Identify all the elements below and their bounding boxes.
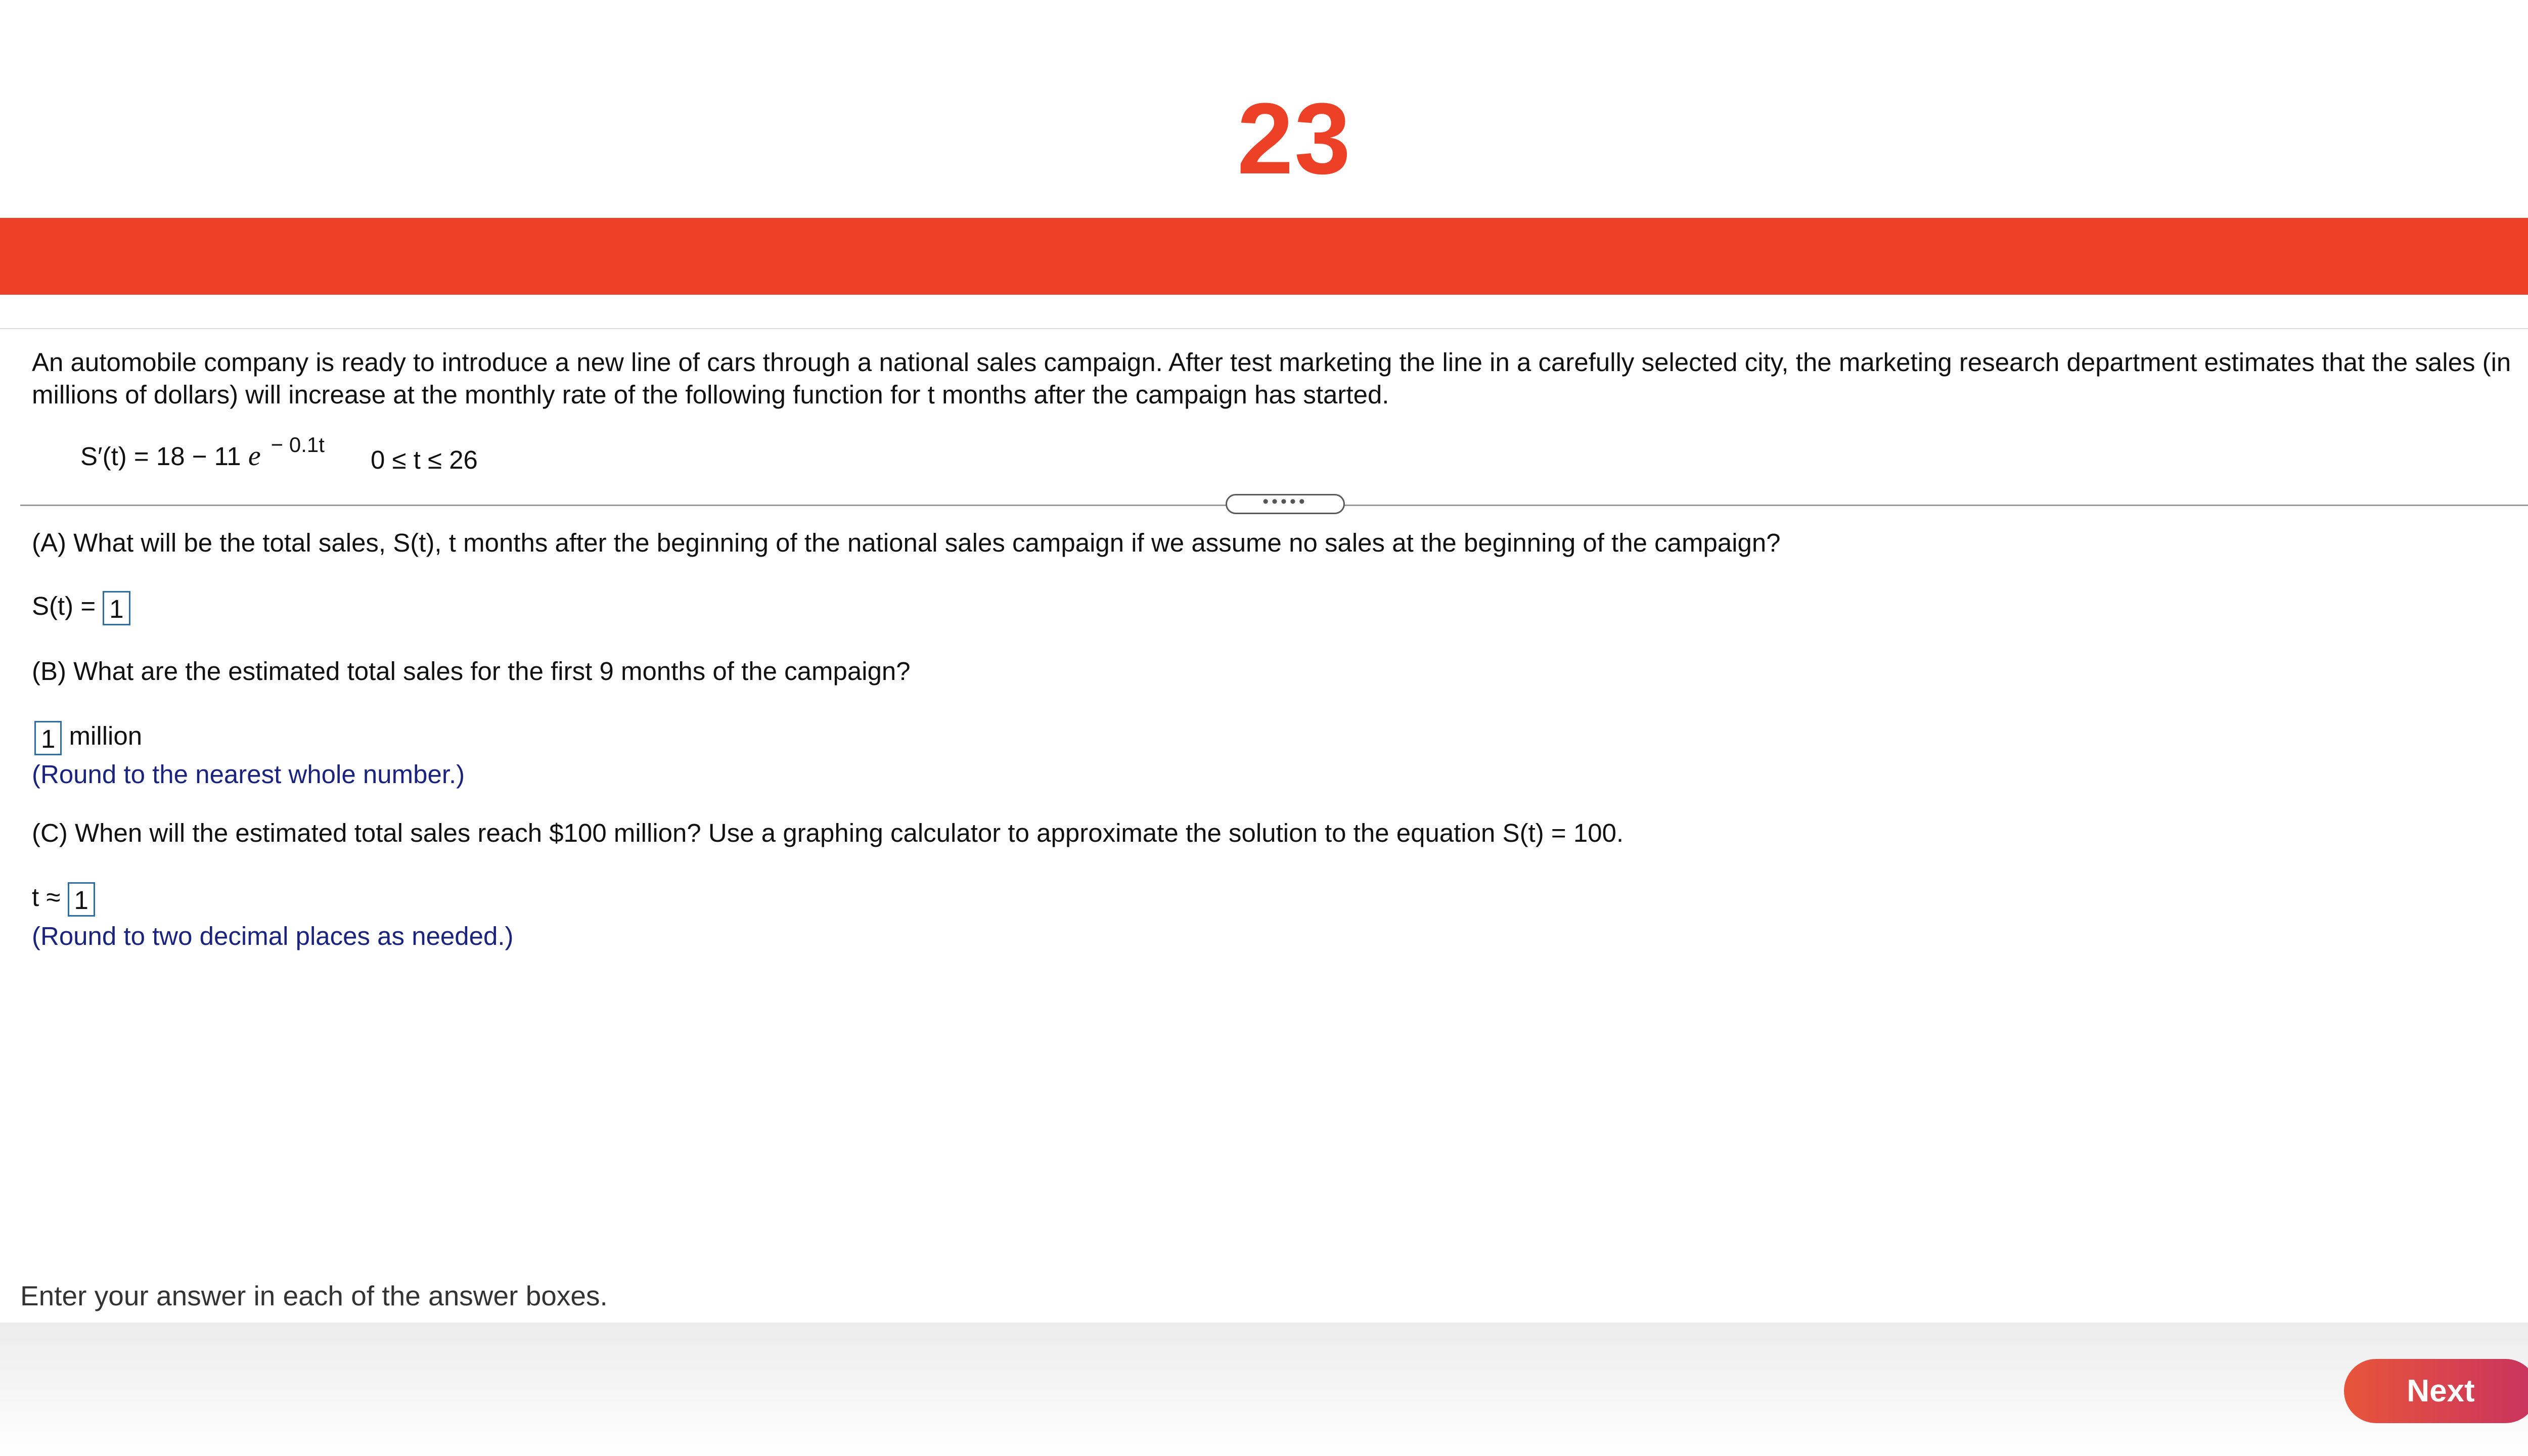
part-b-question: (B) What are the estimated total sales for the first 9 months of the campaign? [32,657,911,686]
problem-statement: An automobile company is ready to introduce a new line of cars through a national sales campaign. After test marketing the line in a carefully selected city, the marketing research department estimates that the sales (in millions of dollars) will increase at the monthly rate of the following function for t months after the campaign has started. [32,348,2511,409]
part-b-answer-row [34,720,142,755]
answer-instruction: Enter your answer in each of the answer boxes. [20,1280,608,1311]
question-number: 23 [1237,82,1352,195]
part-a-answer-box[interactable]: 1 [103,591,130,625]
footer-bar [0,1323,2528,1456]
header-accent-bar [0,218,2528,295]
equation-lhs: S′(t) = 18 − 11 [80,442,241,471]
part-c-answer-row [32,881,95,917]
equation-exponent: − 0.1t [270,433,325,457]
part-c-hint: (Round to two decimal places as needed.) [32,922,514,950]
expand-handle-button[interactable]: ••••• [1226,494,1345,514]
equation-base: e [248,440,261,472]
equation-domain: 0 ≤ t ≤ 26 [371,445,478,474]
part-c-answer-prefix: t ≈ [32,883,61,912]
rate-equation [80,433,325,474]
part-a-question: (A) What will be the total sales, S(t), t months after the beginning of the national sales campaign if we assume no sales at the beginning of the campaign? [32,528,1781,557]
part-c-answer-box[interactable]: 1 [68,882,95,917]
part-a-answer-prefix: S(t) = [32,592,96,620]
part-a-answer-row [32,590,130,625]
part-b-answer-box[interactable]: 1 [34,721,62,755]
part-b-hint: (Round to the nearest whole number.) [32,760,465,789]
next-button[interactable]: Next [2344,1359,2528,1423]
content-top-border [0,328,2528,329]
part-b-answer-suffix: million [69,721,143,750]
part-c-question: (C) When will the estimated total sales reach $100 million? Use a graphing calculator to approximate the solution to the equation S(t) = 100. [32,818,1624,847]
